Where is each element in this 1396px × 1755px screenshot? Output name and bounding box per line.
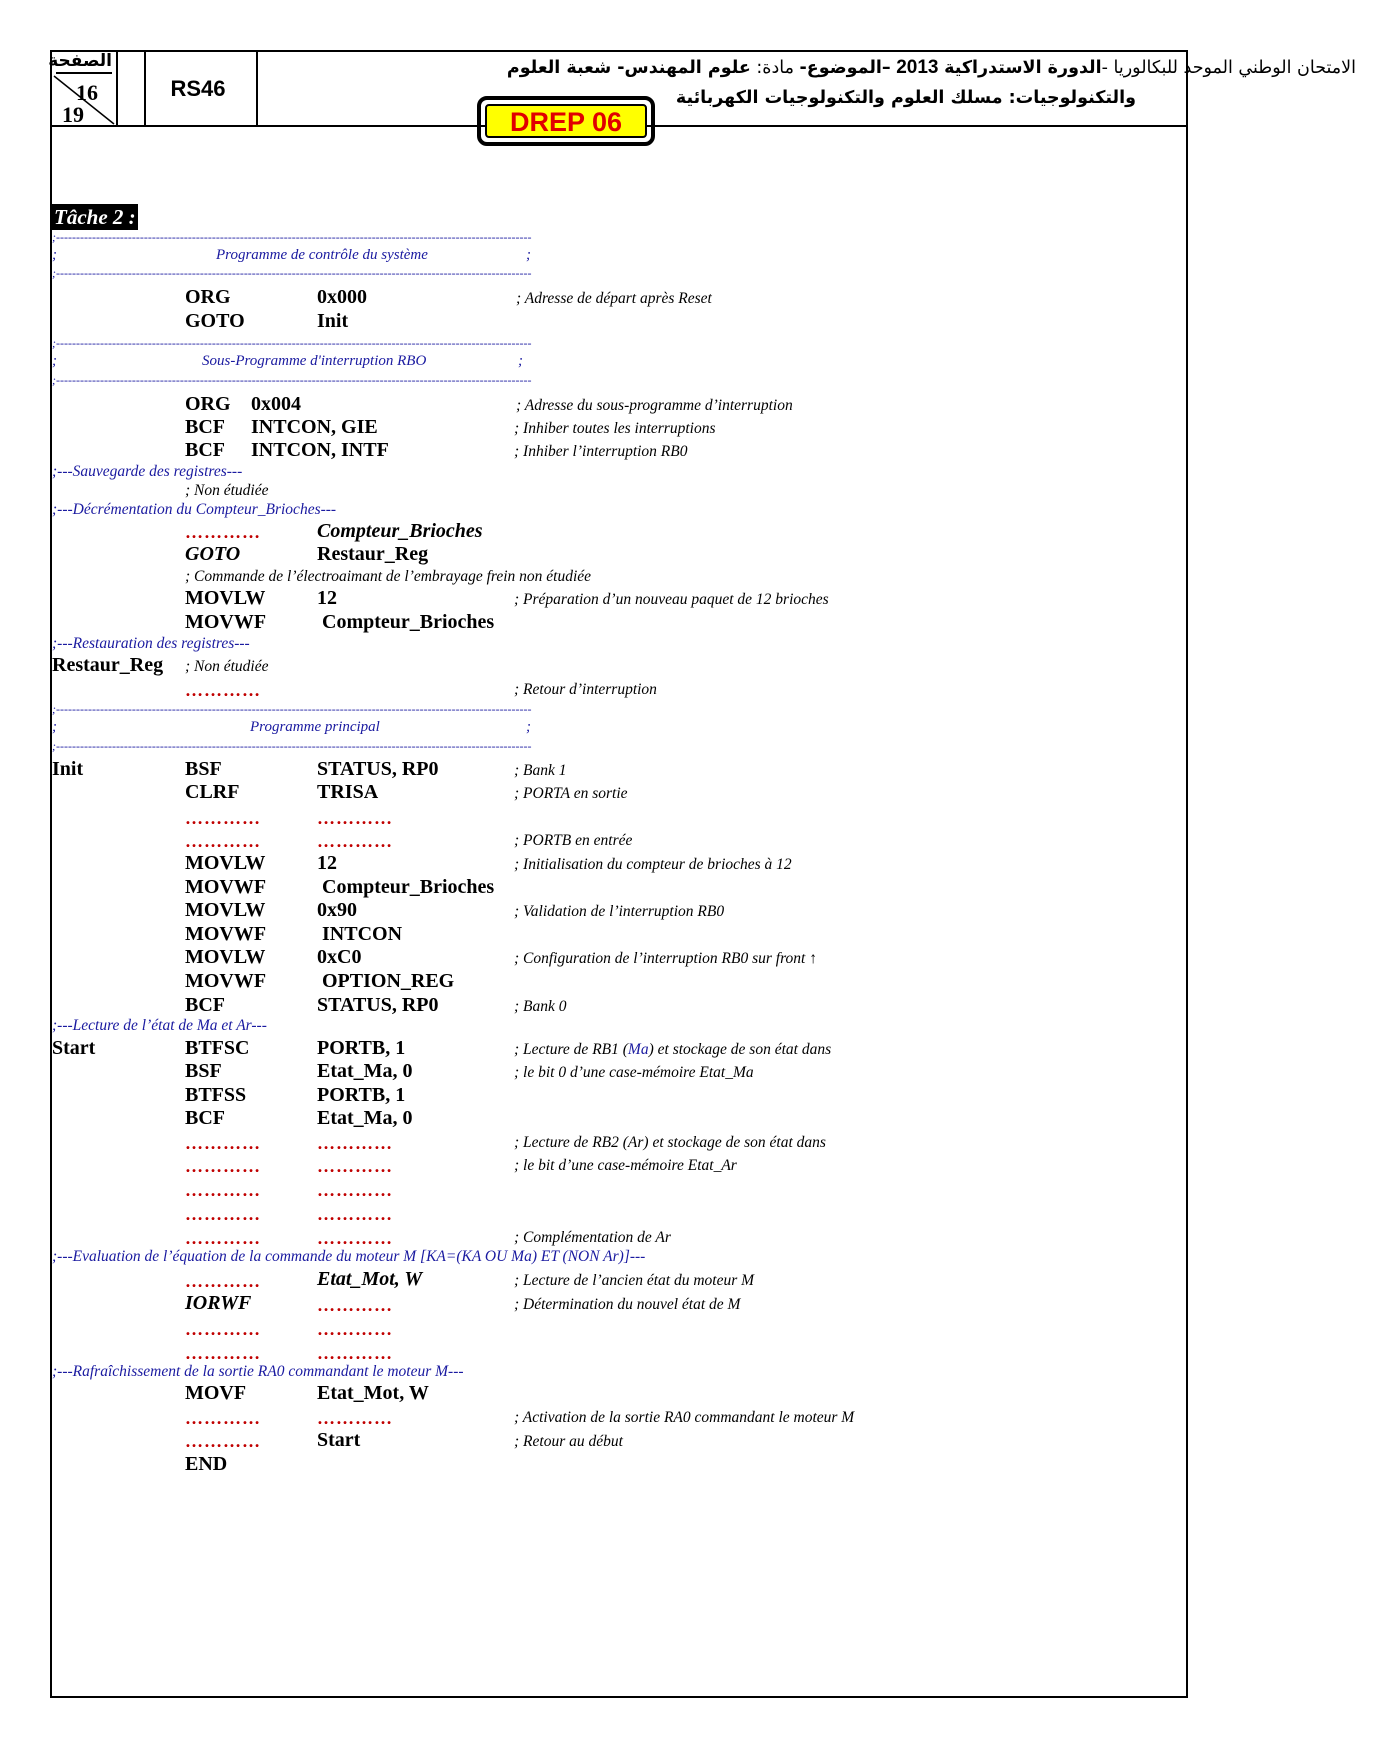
instruction: MOVF — [185, 1382, 247, 1404]
exam-matter: علوم المهندس- شعبة العلوم — [506, 58, 751, 78]
page-number: 16 — [76, 80, 98, 105]
separator-line: ;----------------------------------------------------------------------------------------------------------------------- — [52, 702, 532, 716]
instruction: BCF — [185, 416, 225, 438]
block-comment: ;---Evaluation de l’équation de la commande du moteur M [KA=(KA OU Ma) ET (NON Ar)]--- — [52, 1248, 646, 1265]
operand: 0xC0 — [317, 946, 362, 968]
comment: ; PORTB en entrée — [514, 832, 633, 849]
blank-placeholder[interactable]: ………… — [185, 1271, 261, 1291]
comment: ; Initialisation du compteur de brioches à 12 — [514, 856, 792, 873]
comment: ; Commande de l’électroaimant de l’embrayage frein non étudiée — [185, 568, 592, 585]
blank-placeholder[interactable]: ………… — [185, 1133, 261, 1153]
label: Init — [52, 758, 84, 780]
blank-placeholder[interactable]: ………… — [185, 1204, 261, 1224]
comment: ; Retour au début — [514, 1433, 623, 1450]
instruction: BTFSS — [185, 1084, 247, 1106]
operand: Etat_Mot, W — [317, 1382, 429, 1404]
operand: Etat_Mot, W — [317, 1268, 423, 1290]
label: Restaur_Reg — [52, 654, 164, 676]
exam-subject-label: –الموضوع- — [799, 58, 891, 78]
comment: ; Retour d’interruption — [514, 681, 657, 698]
blank-placeholder[interactable]: ………… — [317, 1133, 393, 1153]
instruction: MOVWF — [185, 923, 267, 945]
blank-placeholder[interactable]: ………… — [185, 831, 261, 851]
section-title: Programme principal — [250, 719, 380, 735]
operand: 12 — [317, 852, 337, 874]
comment: ; Configuration de l’interruption RB0 sur front ↑ — [514, 950, 817, 967]
instruction: ORG — [185, 393, 231, 415]
semicolon: ; — [52, 353, 57, 369]
instruction: GOTO — [185, 543, 241, 565]
page-number-box — [48, 51, 118, 127]
blank-placeholder[interactable]: ………… — [317, 1156, 393, 1176]
operand: INTCON, INTF — [251, 439, 389, 461]
instruction: BCF — [185, 439, 225, 461]
page-total: 19 — [62, 102, 84, 127]
blank-placeholder[interactable]: ………… — [185, 1156, 261, 1176]
task-title: Tâche 2 : — [54, 205, 136, 229]
label: Start — [52, 1037, 96, 1059]
comment: ; Inhiber toutes les interruptions — [514, 420, 716, 437]
instruction: MOVLW — [185, 946, 266, 968]
semicolon: ; — [526, 719, 531, 735]
exam-title-line2: والتكنولوجيات: مسلك العلوم والتكنولوجيات الكهربائية — [675, 88, 1136, 108]
operand: PORTB, 1 — [317, 1037, 406, 1059]
operand: INTCON, GIE — [251, 416, 378, 438]
blank-placeholder[interactable]: ………… — [317, 831, 393, 851]
operand: TRISA — [317, 781, 379, 803]
blank-placeholder[interactable]: ………… — [185, 522, 261, 542]
comment-part: ; Lecture de RB1 ( — [514, 1041, 628, 1058]
instruction: CLRF — [185, 781, 240, 803]
blank-placeholder[interactable]: ………… — [317, 1180, 393, 1200]
comment: ; Bank 1 — [514, 762, 567, 779]
block-comment: ;---Rafraîchissement de la sortie RA0 commandant le moteur M--- — [52, 1363, 464, 1380]
comment: ; Lecture de RB2 (Ar) et stockage de son état dans — [514, 1134, 826, 1151]
comment: ; Non étudiée — [185, 658, 269, 675]
block-comment: ;---Lecture de l’état de Ma et Ar--- — [52, 1017, 267, 1034]
operand: Start — [317, 1429, 361, 1451]
comment: ; Adresse de départ après Reset — [516, 290, 712, 307]
instruction: ORG — [185, 286, 231, 308]
operand: STATUS, RP0 — [317, 758, 439, 780]
comment-part: ) et stockage de son état dans — [648, 1041, 832, 1058]
blank-placeholder[interactable]: ………… — [317, 808, 393, 828]
section-title: Sous-Programme d'interruption RBO — [202, 353, 427, 369]
blank-placeholder[interactable]: ………… — [185, 1180, 261, 1200]
exam-year: 2013 — [896, 57, 939, 78]
instruction: MOVWF — [185, 876, 267, 898]
comment-highlight: Ma — [627, 1041, 649, 1058]
blank-placeholder[interactable]: ………… — [317, 1295, 393, 1315]
comment: ; le bit 0 d’une case-mémoire Etat_Ma — [514, 1064, 754, 1081]
comment: ; Détermination du nouvel état de M — [514, 1296, 741, 1313]
operand: Init — [317, 310, 349, 332]
operand: Etat_Ma, 0 — [317, 1107, 413, 1129]
exam-title-part: الامتحان الوطني الموحد للبكالوريا - — [1101, 58, 1356, 78]
operand: INTCON — [322, 923, 403, 945]
semicolon: ; — [518, 353, 523, 369]
operand: 0x004 — [251, 393, 301, 415]
separator-line: ;----------------------------------------------------------------------------------------------------------------------- — [52, 739, 532, 753]
blank-placeholder[interactable]: ………… — [185, 1228, 261, 1248]
exam-title — [262, 52, 1396, 125]
comment: ; Adresse du sous-programme d’interruption — [516, 397, 793, 414]
drep-label: DREP 06 — [485, 104, 647, 138]
block-comment: ;---Sauvegarde des registres--- — [52, 463, 243, 480]
comment: ; Préparation d’un nouveau paquet de 12 brioches — [514, 591, 829, 608]
operand: 0x000 — [317, 286, 367, 308]
drep-badge — [477, 96, 655, 146]
comment: ; Lecture de l’ancien état du moteur M — [514, 1272, 755, 1289]
instruction: BSF — [185, 758, 222, 780]
separator-line: ;----------------------------------------------------------------------------------------------------------------------- — [52, 336, 532, 350]
separator-line: ;----------------------------------------------------------------------------------------------------------------------- — [52, 373, 532, 387]
separator-line: ;----------------------------------------------------------------------------------------------------------------------- — [52, 230, 532, 244]
section-title: Programme de contrôle du système — [216, 247, 428, 263]
comment: ; Non étudiée — [185, 482, 269, 499]
semicolon: ; — [52, 247, 57, 263]
blank-placeholder[interactable]: ………… — [317, 1408, 393, 1428]
instruction: BCF — [185, 1107, 225, 1129]
blank-placeholder[interactable]: ………… — [185, 808, 261, 828]
block-comment: ;---Restauration des registres--- — [52, 635, 250, 652]
blank-placeholder[interactable]: ………… — [185, 1408, 261, 1428]
comment: ; Activation de la sortie RA0 commandant le moteur M — [514, 1409, 855, 1426]
comment: ; Validation de l’interruption RB0 — [514, 903, 725, 920]
operand: Compteur_Brioches — [322, 876, 495, 898]
code-box — [144, 52, 258, 125]
blank-placeholder[interactable]: ………… — [185, 680, 261, 700]
comment: ; Bank 0 — [514, 998, 567, 1015]
exam-session: الدورة الاستدراكية — [944, 58, 1102, 78]
instruction: MOVLW — [185, 852, 266, 874]
blank-placeholder[interactable]: ………… — [185, 1431, 261, 1451]
instruction: MOVWF — [185, 970, 267, 992]
comment: ; le bit d’une case-mémoire Etat_Ar — [514, 1157, 737, 1174]
operand: Etat_Ma, 0 — [317, 1060, 413, 1082]
block-comment: ;---Décrémentation du Compteur_Brioches--- — [52, 501, 337, 518]
semicolon: ; — [52, 719, 57, 735]
separator-line: ;----------------------------------------------------------------------------------------------------------------------- — [52, 266, 532, 280]
operand: Compteur_Brioches — [322, 611, 495, 633]
page-label: الصفحة — [56, 52, 112, 74]
operand: Compteur_Brioches — [317, 520, 483, 542]
operand: STATUS, RP0 — [317, 994, 439, 1016]
comment: ; PORTA en sortie — [514, 785, 628, 802]
operand: 0x90 — [317, 899, 357, 921]
comment — [514, 1041, 831, 1059]
operand: 12 — [317, 587, 337, 609]
comment: ; Inhiber l’interruption RB0 — [514, 443, 688, 460]
blank-placeholder[interactable]: ………… — [317, 1319, 393, 1339]
exam-code: RS46 — [170, 76, 226, 101]
blank-placeholder[interactable]: ………… — [185, 1343, 261, 1363]
exam-title-line1 — [507, 57, 1356, 79]
instruction: BSF — [185, 1060, 222, 1082]
blank-placeholder[interactable]: ………… — [317, 1204, 393, 1224]
instruction: IORWF — [185, 1292, 252, 1314]
semicolon: ; — [526, 247, 531, 263]
exam-matter-label: مادة: — [750, 58, 800, 78]
blank-placeholder[interactable]: ………… — [185, 1319, 261, 1339]
instruction: GOTO — [185, 310, 245, 332]
operand: OPTION_REG — [322, 970, 455, 992]
operand: PORTB, 1 — [317, 1084, 406, 1106]
blank-placeholder[interactable]: ………… — [317, 1228, 393, 1248]
instruction: MOVLW — [185, 587, 266, 609]
instruction: MOVWF — [185, 611, 267, 633]
instruction: END — [185, 1453, 228, 1475]
blank-placeholder[interactable]: ………… — [317, 1343, 393, 1363]
instruction: MOVLW — [185, 899, 266, 921]
operand: Restaur_Reg — [317, 543, 429, 565]
comment: ; Complémentation de Ar — [514, 1229, 671, 1246]
instruction: BTFSC — [185, 1037, 250, 1059]
instruction: BCF — [185, 994, 225, 1016]
